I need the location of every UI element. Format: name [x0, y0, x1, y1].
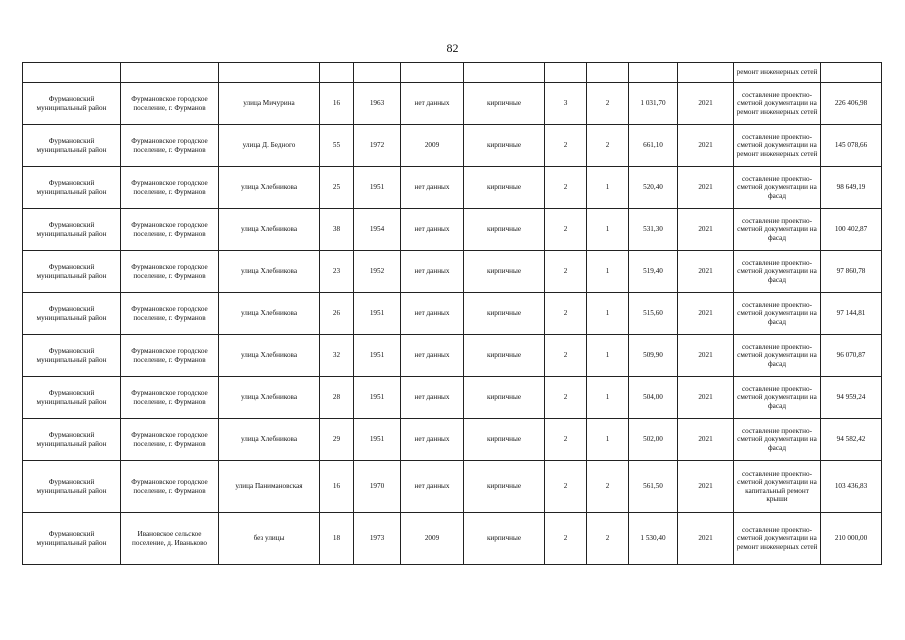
cost-cell: 98 649,19 [821, 167, 882, 209]
wall-material-cell: кирпичные [464, 167, 545, 209]
area-cell: 515,60 [629, 293, 678, 335]
last-repair-year-cell: нет данных [401, 167, 464, 209]
district-cell: Фурмановский муниципальный район [23, 419, 121, 461]
entrances-cell: 1 [587, 251, 629, 293]
wall-material-cell: кирпичные [464, 419, 545, 461]
build-year-cell: 1952 [354, 251, 401, 293]
last-repair-year-cell: нет данных [401, 209, 464, 251]
street-cell: улица Хлебникова [219, 251, 320, 293]
floors-cell: 2 [545, 461, 587, 513]
work-type-cell: составление проектно-сметной документации на фасад [734, 335, 821, 377]
plan-year-cell: 2021 [678, 209, 734, 251]
house-number-cell: 28 [320, 377, 354, 419]
plan-year-cell: 2021 [678, 419, 734, 461]
table-row [23, 293, 882, 335]
work-type-cell: составление проектно-сметной документации на ремонт инженерных сетей [734, 125, 821, 167]
cost-cell: 226 406,98 [821, 83, 882, 125]
plan-year-cell [678, 63, 734, 83]
street-cell: улица Хлебникова [219, 167, 320, 209]
build-year-cell: 1954 [354, 209, 401, 251]
district-cell: Фурмановский муниципальный район [23, 209, 121, 251]
plan-year-cell: 2021 [678, 167, 734, 209]
work-type-cell: составление проектно-сметной документации на фасад [734, 167, 821, 209]
settlement-cell: Фурмановское городское поселение, г. Фурманов [121, 419, 219, 461]
entrances-cell: 1 [587, 419, 629, 461]
work-type-cell: составление проектно-сметной документации на фасад [734, 209, 821, 251]
district-cell: Фурмановский муниципальный район [23, 83, 121, 125]
entrances-cell [587, 63, 629, 83]
street-cell [219, 63, 320, 83]
plan-year-cell: 2021 [678, 335, 734, 377]
area-cell: 1 530,40 [629, 513, 678, 565]
settlement-cell: Ивановское сельское поселение, д. Иваньково [121, 513, 219, 565]
wall-material-cell: кирпичные [464, 251, 545, 293]
area-cell [629, 63, 678, 83]
table-row [23, 461, 882, 513]
wall-material-cell [464, 63, 545, 83]
build-year-cell: 1970 [354, 461, 401, 513]
settlement-cell: Фурмановское городское поселение, г. Фурманов [121, 335, 219, 377]
floors-cell: 2 [545, 167, 587, 209]
cost-cell [821, 63, 882, 83]
wall-material-cell: кирпичные [464, 377, 545, 419]
table-row [23, 251, 882, 293]
wall-material-cell: кирпичные [464, 83, 545, 125]
plan-year-cell: 2021 [678, 513, 734, 565]
plan-year-cell: 2021 [678, 293, 734, 335]
floors-cell: 2 [545, 293, 587, 335]
street-cell: улица Хлебникова [219, 293, 320, 335]
entrances-cell: 1 [587, 377, 629, 419]
district-cell: Фурмановский муниципальный район [23, 335, 121, 377]
house-number-cell [320, 63, 354, 83]
build-year-cell: 1963 [354, 83, 401, 125]
table-row [23, 83, 882, 125]
district-cell: Фурмановский муниципальный район [23, 377, 121, 419]
district-cell [23, 63, 121, 83]
settlement-cell: Фурмановское городское поселение, г. Фурманов [121, 83, 219, 125]
cost-cell: 94 582,42 [821, 419, 882, 461]
register-table [22, 62, 882, 565]
table-row [23, 419, 882, 461]
cost-cell: 96 070,87 [821, 335, 882, 377]
area-cell: 661,10 [629, 125, 678, 167]
area-cell: 561,50 [629, 461, 678, 513]
street-cell: улица Панимановская [219, 461, 320, 513]
work-type-cell: составление проектно-сметной документации на капитальный ремонт крыши [734, 461, 821, 513]
settlement-cell: Фурмановское городское поселение, г. Фурманов [121, 251, 219, 293]
wall-material-cell: кирпичные [464, 513, 545, 565]
build-year-cell: 1972 [354, 125, 401, 167]
street-cell: улица Хлебникова [219, 377, 320, 419]
last-repair-year-cell: нет данных [401, 461, 464, 513]
settlement-cell: Фурмановское городское поселение, г. Фурманов [121, 461, 219, 513]
street-cell: улица Хлебникова [219, 419, 320, 461]
district-cell: Фурмановский муниципальный район [23, 513, 121, 565]
floors-cell [545, 63, 587, 83]
table-row [23, 513, 882, 565]
table-row [23, 209, 882, 251]
work-type-cell: составление проектно-сметной документации на ремонт инженерных сетей [734, 513, 821, 565]
settlement-cell [121, 63, 219, 83]
district-cell: Фурмановский муниципальный район [23, 251, 121, 293]
entrances-cell: 2 [587, 461, 629, 513]
house-number-cell: 25 [320, 167, 354, 209]
work-type-cell: составление проектно-сметной документации на фасад [734, 293, 821, 335]
last-repair-year-cell: нет данных [401, 83, 464, 125]
street-cell: без улицы [219, 513, 320, 565]
floors-cell: 3 [545, 83, 587, 125]
entrances-cell: 2 [587, 513, 629, 565]
entrances-cell: 2 [587, 83, 629, 125]
cost-cell: 210 000,00 [821, 513, 882, 565]
last-repair-year-cell: 2009 [401, 513, 464, 565]
plan-year-cell: 2021 [678, 83, 734, 125]
cost-cell: 97 860,78 [821, 251, 882, 293]
cost-cell: 100 402,87 [821, 209, 882, 251]
wall-material-cell: кирпичные [464, 293, 545, 335]
house-number-cell: 16 [320, 83, 354, 125]
table-row [23, 167, 882, 209]
wall-material-cell: кирпичные [464, 335, 545, 377]
build-year-cell: 1973 [354, 513, 401, 565]
plan-year-cell: 2021 [678, 251, 734, 293]
house-number-cell: 38 [320, 209, 354, 251]
settlement-cell: Фурмановское городское поселение, г. Фурманов [121, 125, 219, 167]
floors-cell: 2 [545, 125, 587, 167]
build-year-cell: 1951 [354, 419, 401, 461]
last-repair-year-cell: нет данных [401, 335, 464, 377]
work-type-cell: составление проектно-сметной документации на фасад [734, 251, 821, 293]
area-cell: 519,40 [629, 251, 678, 293]
entrances-cell: 1 [587, 167, 629, 209]
last-repair-year-cell: нет данных [401, 419, 464, 461]
cost-cell: 145 078,66 [821, 125, 882, 167]
last-repair-year-cell: нет данных [401, 251, 464, 293]
settlement-cell: Фурмановское городское поселение, г. Фурманов [121, 377, 219, 419]
work-type-cell: составление проектно-сметной документации на ремонт инженерных сетей [734, 83, 821, 125]
street-cell: улица Мичурина [219, 83, 320, 125]
district-cell: Фурмановский муниципальный район [23, 167, 121, 209]
area-cell: 520,40 [629, 167, 678, 209]
cost-cell: 97 144,81 [821, 293, 882, 335]
house-number-cell: 16 [320, 461, 354, 513]
build-year-cell: 1951 [354, 167, 401, 209]
table-row [23, 125, 882, 167]
table-row-continued [23, 63, 882, 83]
entrances-cell: 1 [587, 293, 629, 335]
cost-cell: 103 436,83 [821, 461, 882, 513]
plan-year-cell: 2021 [678, 461, 734, 513]
settlement-cell: Фурмановское городское поселение, г. Фурманов [121, 293, 219, 335]
street-cell: улица Хлебникова [219, 335, 320, 377]
cost-cell: 94 959,24 [821, 377, 882, 419]
work-type-cell: составление проектно-сметной документации на фасад [734, 419, 821, 461]
last-repair-year-cell: нет данных [401, 293, 464, 335]
house-number-cell: 18 [320, 513, 354, 565]
settlement-cell: Фурмановское городское поселение, г. Фурманов [121, 167, 219, 209]
street-cell: улица Хлебникова [219, 209, 320, 251]
table-row [23, 335, 882, 377]
last-repair-year-cell: 2009 [401, 125, 464, 167]
wall-material-cell: кирпичные [464, 461, 545, 513]
entrances-cell: 2 [587, 125, 629, 167]
floors-cell: 2 [545, 251, 587, 293]
area-cell: 1 031,70 [629, 83, 678, 125]
build-year-cell [354, 63, 401, 83]
table-row [23, 377, 882, 419]
last-repair-year-cell: нет данных [401, 377, 464, 419]
page-number: 82 [446, 41, 459, 55]
area-cell: 509,90 [629, 335, 678, 377]
area-cell: 531,30 [629, 209, 678, 251]
house-number-cell: 32 [320, 335, 354, 377]
floors-cell: 2 [545, 419, 587, 461]
house-number-cell: 29 [320, 419, 354, 461]
build-year-cell: 1951 [354, 377, 401, 419]
floors-cell: 2 [545, 377, 587, 419]
house-number-cell: 55 [320, 125, 354, 167]
floors-cell: 2 [545, 335, 587, 377]
district-cell: Фурмановский муниципальный район [23, 125, 121, 167]
entrances-cell: 1 [587, 335, 629, 377]
district-cell: Фурмановский муниципальный район [23, 461, 121, 513]
house-number-cell: 26 [320, 293, 354, 335]
wall-material-cell: кирпичные [464, 209, 545, 251]
build-year-cell: 1951 [354, 293, 401, 335]
work-type-cell: ремонт инженерных сетей [734, 63, 821, 83]
plan-year-cell: 2021 [678, 125, 734, 167]
work-type-cell: составление проектно-сметной документации на фасад [734, 377, 821, 419]
last-repair-year-cell [401, 63, 464, 83]
wall-material-cell: кирпичные [464, 125, 545, 167]
district-cell: Фурмановский муниципальный район [23, 293, 121, 335]
floors-cell: 2 [545, 513, 587, 565]
floors-cell: 2 [545, 209, 587, 251]
street-cell: улица Д. Бедного [219, 125, 320, 167]
house-number-cell: 23 [320, 251, 354, 293]
area-cell: 504,00 [629, 377, 678, 419]
plan-year-cell: 2021 [678, 377, 734, 419]
entrances-cell: 1 [587, 209, 629, 251]
settlement-cell: Фурмановское городское поселение, г. Фурманов [121, 209, 219, 251]
area-cell: 502,00 [629, 419, 678, 461]
build-year-cell: 1951 [354, 335, 401, 377]
